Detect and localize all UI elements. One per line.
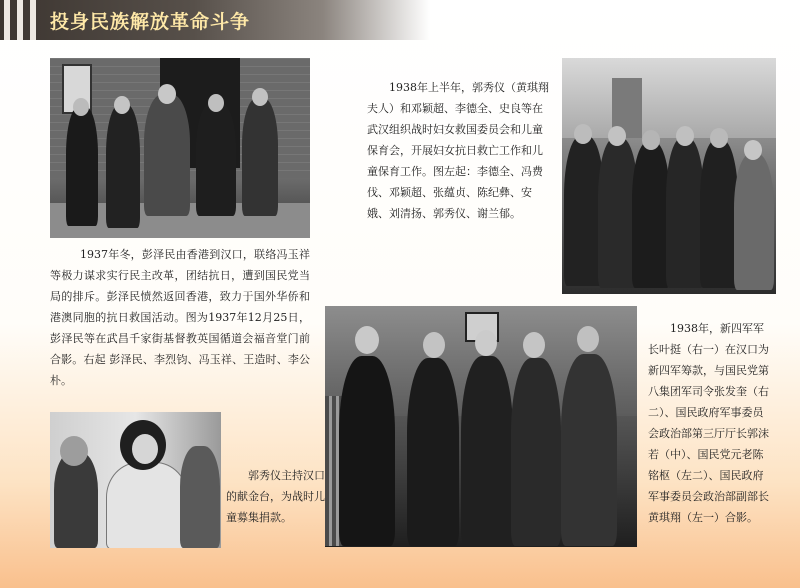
person	[632, 142, 670, 288]
person	[666, 138, 704, 288]
header-stripe	[30, 0, 36, 40]
header-stripe	[4, 0, 10, 40]
background-wall	[562, 58, 776, 138]
person-head	[60, 436, 88, 466]
person-head	[676, 126, 694, 146]
header-stripe	[17, 0, 23, 40]
person	[66, 106, 98, 226]
person-head	[208, 94, 224, 112]
person-head	[252, 88, 268, 106]
speaker-face	[132, 434, 158, 464]
person-head	[475, 330, 497, 356]
person-head	[423, 332, 445, 358]
person-head	[577, 326, 599, 352]
speaker-dress	[106, 462, 188, 548]
person	[561, 354, 617, 546]
photo-guo-xiuyi	[50, 412, 221, 548]
page-header-bar	[0, 0, 430, 40]
photo-women-group	[562, 58, 776, 294]
page-title: 投身民族解放革命斗争	[50, 11, 251, 33]
person-head	[355, 326, 379, 354]
person	[54, 452, 98, 548]
person	[106, 104, 140, 228]
person	[461, 356, 513, 546]
caption-1938-army: 1938年，新四军军长叶挺（右一）在汉口为新四军筹款，与国民党第八集团军司令张发奎（右二）、国民政府军事委员会政治部第三厅厅长郭沫若（中）、国民党元老陈铭枢（左二）、国民政府军事委员会政治部副部长黄琪翔（左一）合影。	[648, 322, 769, 524]
person	[511, 358, 561, 546]
photo-new-fourth-army	[325, 306, 637, 547]
caption-1937: 1937年冬，彭泽民由香港到汉口，联络冯玉祥等极力谋求实行民主改革，团结抗日，遭到国民党当局的排斥。彭泽民愤然返回香港，致力于国外华侨和港澳同胞的抗日救国活动。图为1937年12月25日，彭泽民等在武昌千家街基督教英国循道会福音堂门前合影。右起 彭泽民、李烈钧、冯玉祥、王造时、李公朴。	[50, 248, 310, 387]
person	[339, 356, 395, 546]
person-head	[608, 126, 626, 146]
person-head	[744, 140, 762, 160]
person-head	[523, 332, 545, 358]
person-head	[73, 98, 89, 116]
person-head	[574, 124, 592, 144]
person-head	[158, 84, 176, 104]
person-head	[642, 130, 660, 150]
person	[700, 140, 738, 288]
person	[407, 358, 459, 546]
caption-guo-xiuyi: 郭秀仪主持汉口的献金台，为战时儿童募集捐款。	[226, 469, 325, 524]
person	[734, 154, 774, 290]
person-head	[114, 96, 130, 114]
caption-1938-women: 1938年上半年，郭秀仪（黄琪翔夫人）和邓颖超、李德全、史良等在武汉组织战时妇女救国委员会和儿童保育会，开展妇女抗日救亡工作和儿童保育工作。图左起：李德全、冯费伐、邓颖超、张蕴贞、陈纪彝、安娥、刘清扬、郭秀仪、谢兰郁。	[367, 81, 549, 220]
person	[144, 94, 190, 216]
photo-group-1937	[50, 58, 310, 238]
person-head	[710, 128, 728, 148]
person	[242, 98, 278, 216]
person	[180, 446, 220, 548]
person	[196, 102, 236, 216]
